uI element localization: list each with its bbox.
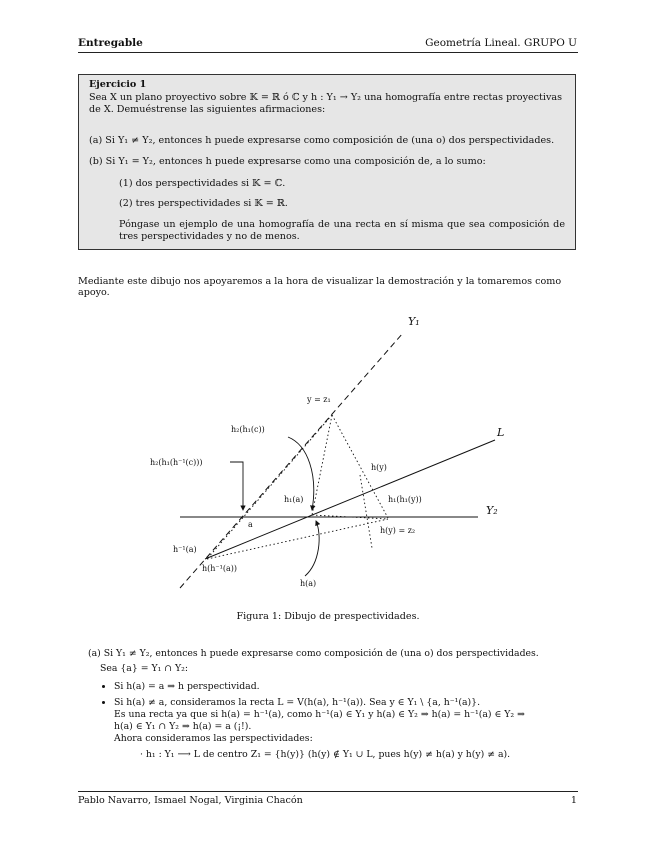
perspectivity-figure (140, 305, 530, 600)
proof-bullet-2-line2: Es una recta ya que si h(a) = h⁻¹(a), como h⁻¹(a) ∈ Y₁ y h(a) ∈ Y₂ ⇒ h(a) = h⁻¹(a) ∈ Y₂ ⇒ (114, 709, 525, 720)
label-Y1: Y₁ (408, 315, 420, 328)
label-L: L (497, 426, 505, 439)
label-hy2: h(y) = z₂ (380, 526, 416, 535)
dotted-line-4 (207, 519, 388, 559)
proof-a-head: (a) Si Y₁ ≠ Y₂, entonces h puede expresarse como composición de (una o) dos perspectividades. (88, 648, 539, 659)
label-h2h1hinv: h₂(h₁(h⁻¹(c))) (150, 458, 203, 467)
dotted-line-3 (207, 415, 332, 559)
label-h1a: h₁(a) (284, 495, 304, 504)
proof-bullet-2-line1: • Si h(a) ≠ a, consideramos la recta L = V(h(a), h⁻¹(a)). Sea y ∈ Y₁ \ {a, h⁻¹(a)}. (114, 697, 481, 708)
proof-dot-1: · h₁ : Y₁ ⟶ L de centro Z₁ = {h(y)} (h(y) ∉ Y₁ ∪ L, pues h(y) ≠ h(a) y h(y) ≠ a). (140, 749, 511, 760)
proof-bullet-2-line3: h(a) ∈ Y₁ ∩ Y₂ ⇒ h(a) = a (¡!). (114, 721, 252, 732)
label-hinva: h⁻¹(a) (173, 545, 197, 554)
dotted-line-1 (312, 415, 332, 515)
intro-text: Mediante este dibujo nos apoyaremos a la hora de visualizar la demostración y la tomaremos como apoyo. (78, 276, 562, 298)
figure-caption: Figura 1: Dibujo de prespectividades. (236, 611, 420, 622)
proof-bullet-2 (114, 697, 578, 745)
exercise-item-a: (a) Si Y₁ ≠ Y₂, entonces h puede expresarse como composición de (una o) dos perspectividades. (89, 134, 555, 146)
exercise-item-b1: (1) dos perspectividades si 𝕂 = ℂ. (119, 177, 286, 189)
header-right: Geometría Lineal. GRUPO U (425, 37, 577, 49)
label-top-point: y = z₁ (307, 395, 331, 404)
label-ha: h(a) (300, 579, 317, 588)
line-L (205, 440, 495, 559)
label-hy: h(y) (371, 463, 387, 472)
proof-a-sea: Sea {a} = Y₁ ∩ Y₂: (100, 663, 189, 674)
proof-bullet-1 (114, 681, 578, 693)
line-Y1 (180, 333, 403, 588)
header-rule (78, 52, 578, 53)
label-a: a (248, 520, 253, 529)
proof-bullet-1-text: Si h(a) = a ⇒ h perspectividad. (114, 681, 260, 692)
exercise-box (78, 74, 576, 250)
label-h2h1c: h₂(h₁(c)) (231, 425, 265, 434)
footer-rule (78, 791, 578, 792)
exercise-statement: Sea X un plano proyectivo sobre 𝕂 = ℝ ó ℂ y h : Y₁ → Y₂ una homografía entre rectas proyectivas de X. Demuéstrense las siguientes afirmaciones: (89, 91, 563, 115)
label-hhinva: h(h⁻¹(a)) (202, 564, 237, 573)
exercise-item-b: (b) Si Y₁ = Y₂, entonces h puede expresarse como una composición de, a lo sumo: (89, 156, 486, 167)
header-left: Entregable (78, 37, 143, 49)
label-h1h1y: h₁(h₁(y)) (388, 495, 422, 504)
arrow-ha (305, 521, 319, 576)
exercise-title: Ejercicio 1 (89, 79, 147, 90)
exercise-note: Póngase un ejemplo de una homografía de una recta en sí misma que sea composición de tres perspectividades y no de menos. (119, 218, 565, 242)
exercise-item-b2: (2) tres perspectividades si 𝕂 = ℝ. (119, 198, 288, 209)
footer-authors: Pablo Navarro, Ismael Nogal, Virginia Chacón (78, 795, 303, 806)
proof-section (88, 648, 578, 761)
label-Y2: Y₂ (486, 504, 498, 517)
page-number: 1 (570, 795, 577, 806)
proof-bullets (88, 681, 578, 745)
arrow-h2h1hinv (230, 462, 243, 510)
proof-bullet-2-line4: Ahora consideramos las perspectividades: (114, 733, 313, 744)
